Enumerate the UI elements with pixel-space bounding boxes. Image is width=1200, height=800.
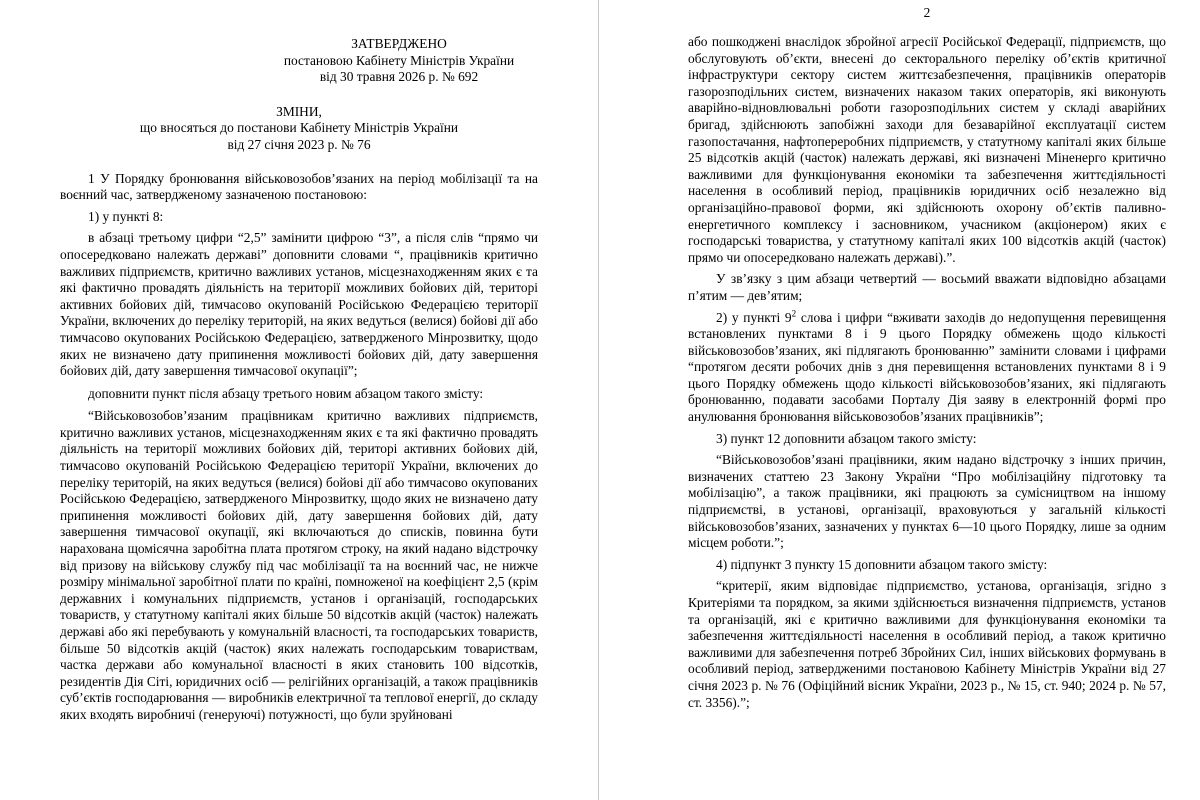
paragraph-item-2 [688, 310, 1166, 426]
document-page-2 [688, 0, 1166, 800]
paragraph-item-3: 3) пункт 12 доповнити абзацом такого змісту: [716, 430, 977, 446]
document-page-1 [60, 0, 538, 800]
page-number: 2 [923, 5, 931, 20]
paragraph-quote-1: “Військовозобов’язаним працівникам критично важливих підприємств, критично важливих установ, місцезнаходженням яких є та які фактично провадять діяльність на території можливих бойових дій, територі активних бойових дій, тимчасово окупованій Російською Федерацією території України, включених до переліку територій, на яких ведуться (велися) бойові дії або тимчасово окупованих Російською Федерацією, затвердженого Мінрозвитку, щодо яких не визначено дату припинення можливості бойових дій, дату завершення бойових дій, дату завершення тимчасової окупації, які включаються до списків, повинна бути нарахована щомісячна заробітна плата протягом строку, на який надано відстрочку від призову на військову службу під час мобілізації та на воєнний час, не нижче розміру мінімальної заробітної плати по країні, помноженої на коефіцієнт 2,5 (крім державних і комунальних підприємств, установ і організацій, господарських товариств, у статутному капіталі яких більше 50 відсотків акцій (часток) належать державі або які перебувають у комунальній власності, та господарських товариств, більше 50 відсотків акцій (часток) яких належать господарським товариствам, частка держави або комунальної власності в яких становить 100 відсотків, резидентів Дія Сіті, юридичних осіб — релігійних організацій, а також працівників суб’єктів господарювання — виробників електричної та теплової енергії, до складу яких входять виробничі (генеруючі) потужності, що були зруйновані [60, 408, 538, 722]
approval-line-2: від 30 травня 2026 р. № 692 [319, 69, 479, 85]
paragraph-item-4: 4) підпункт 3 пункту 15 доповнити абзацом такого змісту: [716, 556, 1048, 572]
paragraph-quote-2: “Військовозобов’язані працівники, яким надано відстрочку з інших причин, визначених статтею 23 Закону України “Про мобілізаційну підготовку та мобілізацію”, а також працівники, які працюють за сумісництвом на іншому підприємстві, в установі, організації, враховуються у загальній кількості військовозобов’язаних, зазначених у пунктах 6—10 цього Порядку, лише за одним місцем роботи.”; [688, 452, 1166, 551]
item-2-prefix: 2) у пункті 9 [716, 309, 792, 325]
paragraph-item-1-b: доповнити пункт після абзацу третього новим абзацом такого змісту: [88, 385, 484, 401]
page-divider [598, 0, 599, 800]
paragraph-item-1-a: в абзаці третьому цифри “2,5” замінити цифрою “3”, а після слів “прямо чи опосередковано належать державі” доповнити словами “, працівників критично важливих підприємств, критично важливих установ, місцезнаходженням яких є та які фактично провадять діяльність на території можливих бойових дій, територі активних бойових дій, тимчасово окупованій Російською Федерацією території України, включених до переліку територій, на яких ведуться (велися) бойові дії або тимчасово окупованих Російською Федерацією, затвердженого Мінрозвитку, щодо яких не визначено дату припинення можливості бойових дій, дату завершення бойових дій, дату завершення тимчасової окупації”; [60, 230, 538, 379]
paragraph-continuation: або пошкоджені внаслідок збройної агресії Російської Федерації, підприємств, що обслуговують об’єкти, внесені до секторального переліку об’єктів критичної інфраструктури сектору систем життєзабезпечення, працівників операторів газорозподільних систем, визначених наказом таких операторів, які виконують аварійно-відновлювальні роботи газорозподільних систем у складі аварійних бригад, здійснюють запобіжні заходи для безаварійної експлуатації систем газопостачання, нафтопереробних підприємств, у статутному капіталі яких більше 25 відсотків акцій (часток) належать державі, які визначені Міненерго критично важливими для функціонування економіки та забезпечення життєдіяльності населення в особливий період, працівників юридичних осіб незалежно від організаційно-правової форми, які здійснюють охорону об’єктів паливно-енергетичного комплексу і засновником, учасником (акціонером) яких є господарські товариства, у статутному капіталі яких 100 відсотків акцій (часток) прямо чи опосередковано належать державі).”. [688, 34, 1166, 265]
paragraph-renumbering: У зв’язку з цим абзаци четвертий — восьмий вважати відповідно абзацами п’ятим — дев’ятим; [688, 271, 1166, 303]
item-2-rest: слова і цифри “вживати заходів до недопущення перевищення встановлених пунктами 8 і 9 цього Порядку обмежень щодо кількості військовозобов’язаних, які підлягають бронюванню” замінити словами і цифрами “протягом десяти робочих днів з дня перевищення встановлених пунктами 8 і 9 цього Порядку обмежень щодо кількості військовозобов’язаних, які підлягають бронюванню, подавати засобами Порталу Дія заяву в електронній формі про анулювання бронювання військовозобов’язаних працівників”; [688, 309, 1166, 425]
paragraph-quote-3: “критерії, яким відповідає підприємство, установа, організація, згідно з Критеріями та порядком, за якими здійснюється визначення підприємств, установ та організацій, які є критично важливими для функціонування економіки та забезпечення життєдіяльності населення в особливий період, а також критично важливими для забезпечення потреб Збройних Сил, інших військових формувань в особливий період, затвердженими постановою Кабінету Міністрів України від 27 січня 2023 р. № 76 (Офіційний вісник України, 2023 р., № 15, ст. 940; 2024 р. № 57, ст. 3356).”; [688, 578, 1166, 710]
changes-subtitle-1: що вносяться до постанови Кабінету Міністрів України [139, 120, 459, 136]
paragraph-item-1: 1) у пункті 8: [88, 208, 164, 224]
paragraph-intro: 1 У Порядку бронювання військовозобов’язаних на період мобілізації та на воєнний час, затвердженому зазначеною постановою: [60, 170, 538, 203]
item-2-superscript: 2 [791, 308, 797, 319]
changes-title: ЗМІНИ, [276, 103, 322, 119]
approval-title: ЗАТВЕРДЖЕНО [351, 36, 447, 51]
changes-subtitle-2: від 27 січня 2023 р. № 76 [227, 136, 371, 152]
approval-line-1: постановою Кабінету Міністрів України [283, 52, 515, 68]
